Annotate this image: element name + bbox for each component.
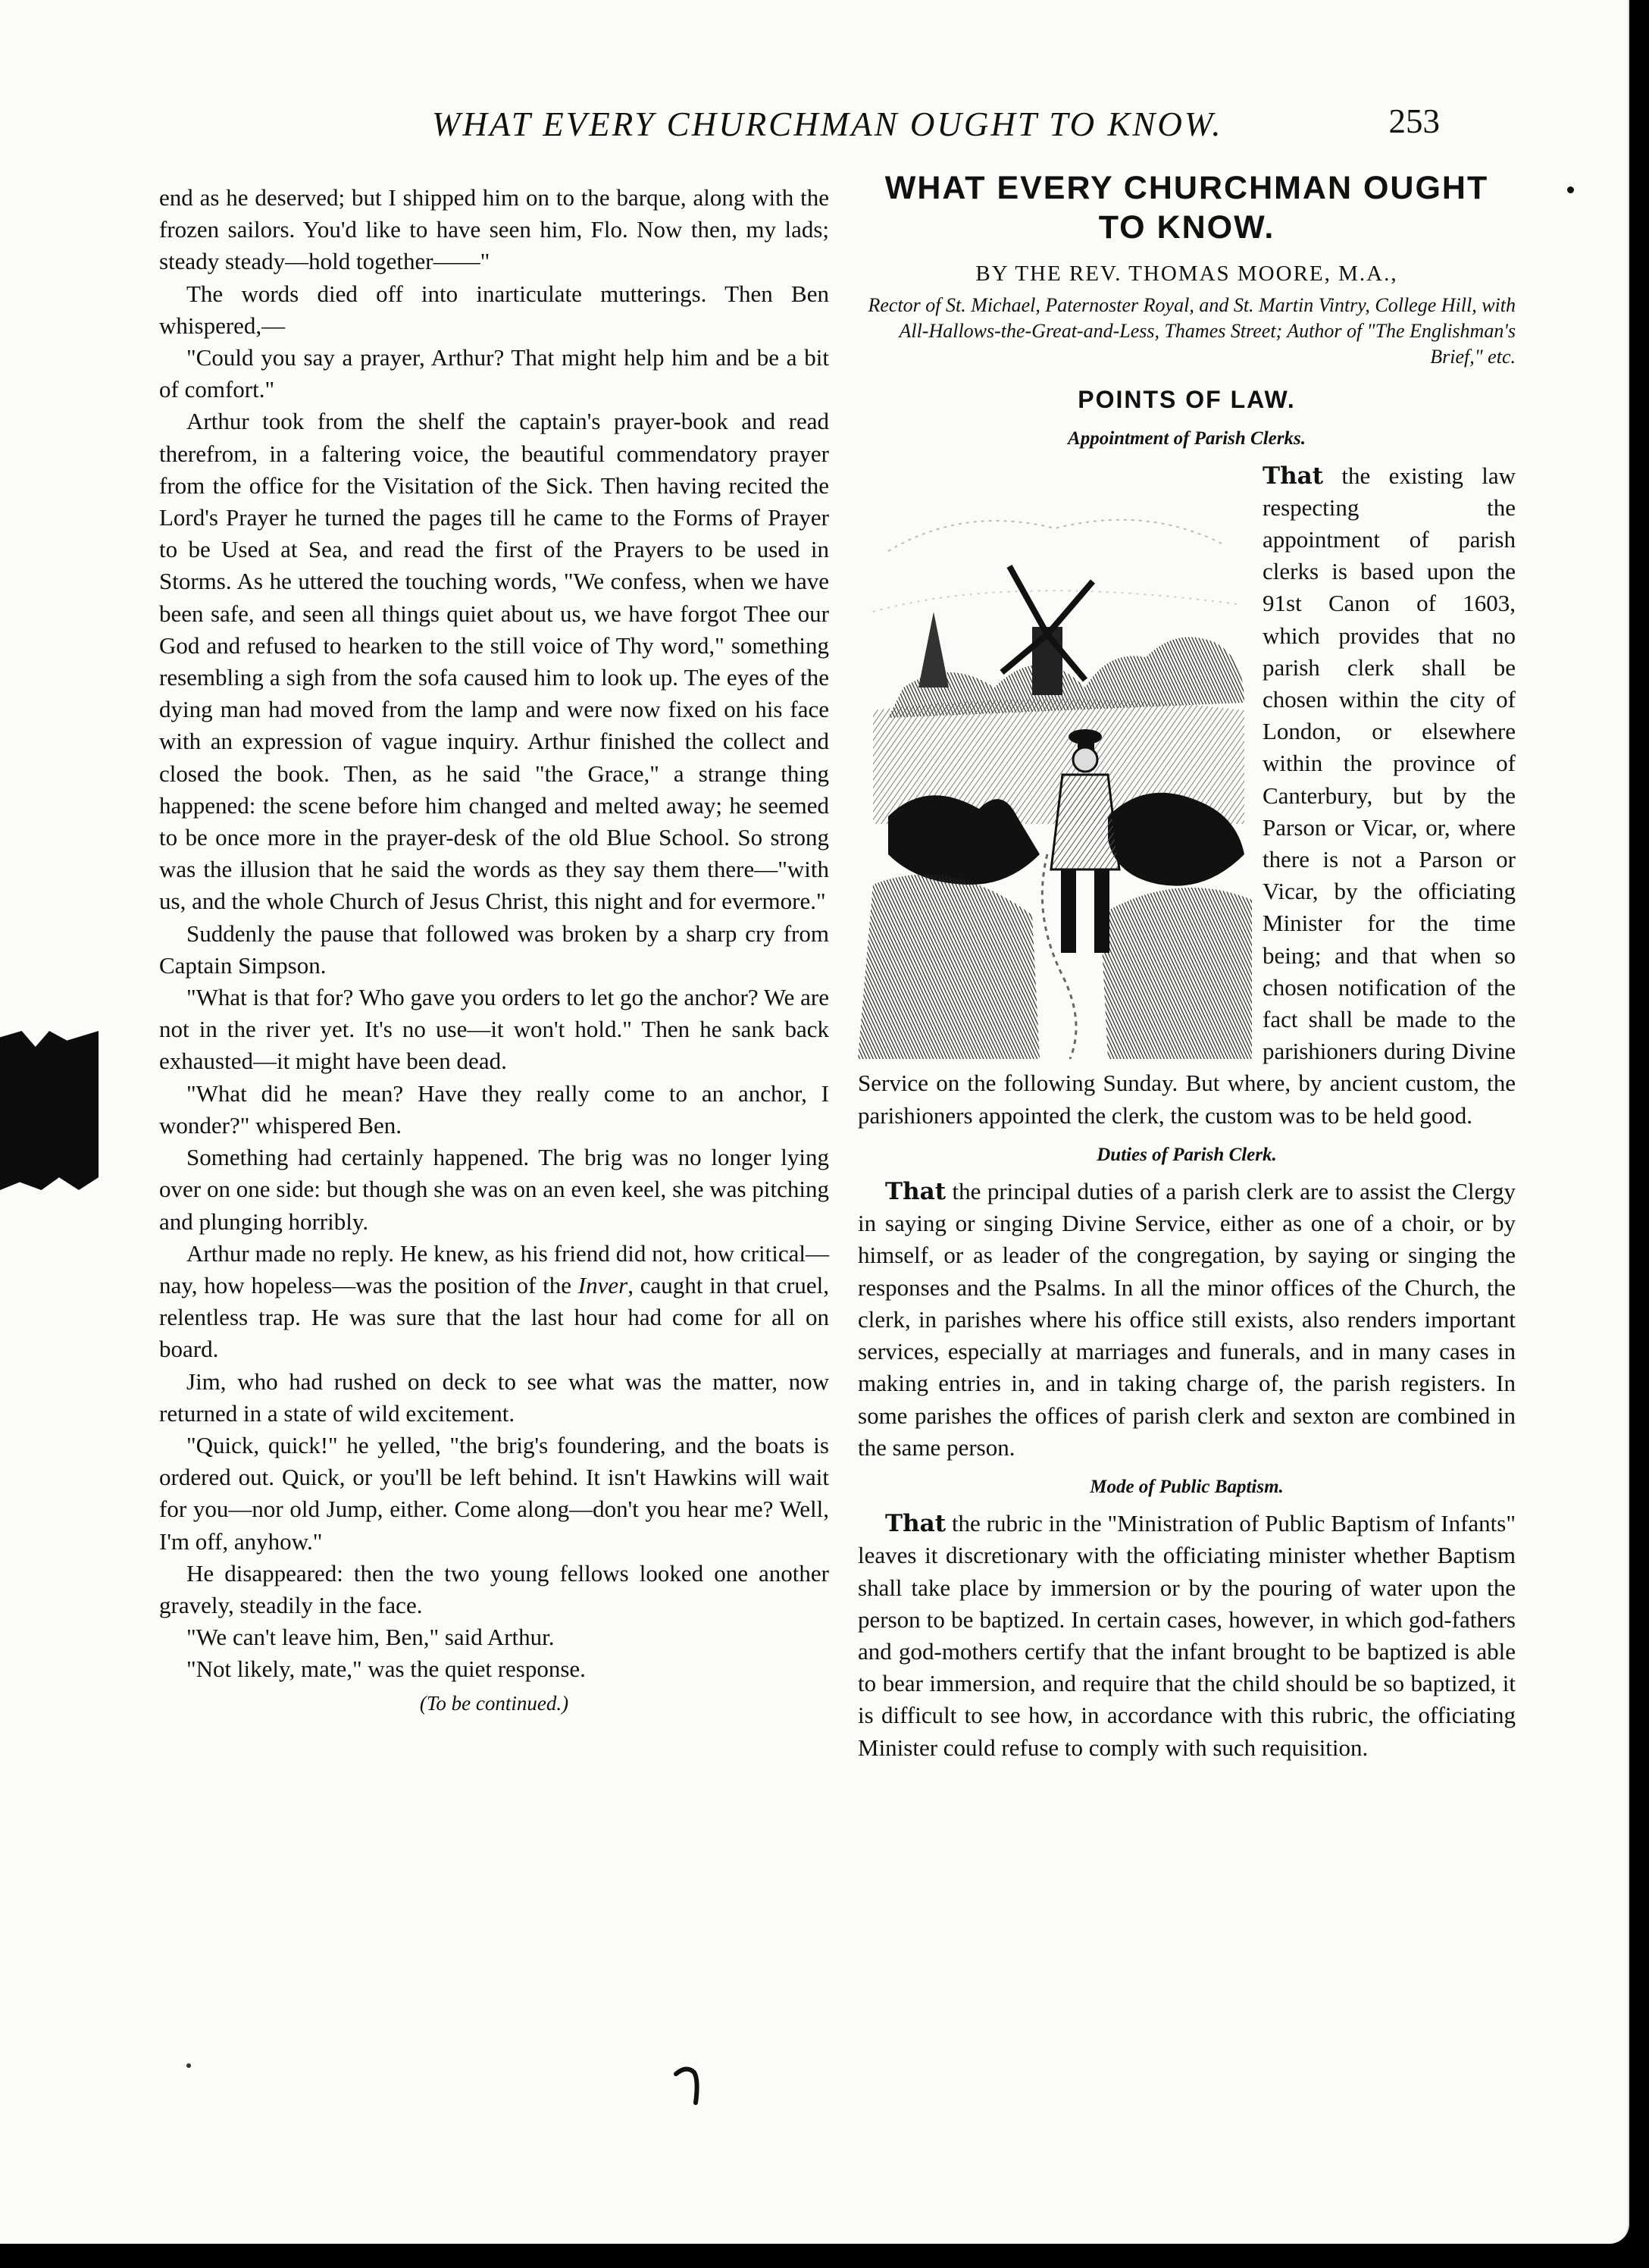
to-be-continued: (To be continued.) <box>419 1691 569 1715</box>
page-header <box>432 102 1447 158</box>
subheading: Duties of Parish Clerk. <box>1097 1144 1277 1165</box>
paragraph: He disappeared: then the two young fellows looked one another gravely, steadily in the face. <box>159 1559 829 1618</box>
paragraph: Suddenly the pause that followed was broken by a sharp cry from Captain Simpson. <box>159 919 829 979</box>
paragraph: Jim, who had rushed on deck to see what was the matter, now returned in a state of wild excitement. <box>159 1367 829 1427</box>
print-speck <box>186 2063 191 2068</box>
paragraph: Something had certainly happened. The brig was no longer lying over on one side: but though she was on an even keel, she was pitching and plunging horribly. <box>159 1144 829 1235</box>
paragraph-text: , caught in that cruel, relentless trap. He was sure that the last hour had come for all on board. <box>159 1271 830 1363</box>
paragraph: "Quick, quick!" he yelled, "the brig's foundering, and the boats is ordered out. Quick, or you'll be left behind. It isn't Hawkins will wait for you—nor old Jump, either. Come along—don't you hear me? Well, I'm off, anyhow." <box>159 1431 829 1555</box>
page-number: 253 <box>1388 102 1440 140</box>
section-body <box>858 1508 1516 1764</box>
section-lead-word: That <box>1263 462 1324 490</box>
section-body <box>858 460 1516 1132</box>
paragraph <box>159 1238 829 1366</box>
paragraph: Arthur took from the shelf the captain's prayer-book and read therefrom, in a faltering voice, the beautiful commendatory prayer from the office for the Visitation of the Sick. Then having recited the Lord's Prayer he turned the pages till he came to the Forms of Prayer to be Used at Sea, and read the first of the Prayers to be used in Storms. As he uttered the touching words, "We confess, when we have been safe, and seen all things quiet about us, we have forgot Thee our God and refused to hearken to the still voice of Thy word," something resembling a sigh from the sofa caused him to look up. The eyes of the dying man had moved from the lamp and were now fixed on his face with an expression of vague inquiry. Arthur finished the collect and closed the book. Then, as he said "the Grace," a strange thing happened: the scene before him changed and melted away; he seemed to be once more in the prayer-desk of the old Blue School. So strong was the illusion that he said the words as they say them there—"with us, and the whole Church of Jesus Christ, this night and for evermore." <box>159 408 829 915</box>
author-affiliation: Rector of St. Michael, Paternoster Royal, and St. Martin Vintry, College Hill, with All-Hallows-the-Great-and-Less, Thames Street; Author of "The Englishman's Brief," etc. <box>868 294 1516 368</box>
section-text: the rubric in the "Ministration of Public Baptism of Infants" leaves it discretionary with the officiating minister whether Baptism shall take place by immersion or by the pouring of water upon the person to be baptized. In certain cases, however, in which god-fathers and god-mothers certify that the infant brought to be baptized is able to bear immersion, and require that the child should be so baptized, it is difficult to see how, in accordance with this rubric, the officiating Minister could refuse to comply with such requisition. <box>858 1510 1516 1761</box>
paragraph: "Not likely, mate," was the quiet response. <box>186 1656 586 1683</box>
section-title: POINTS OF LAW. <box>1078 386 1296 414</box>
paragraph: "What is that for? Who gave you orders to let go the anchor? We are not in the river yet. It's no use—it won't hold." Then he sank back exhausted—it might have been dead. <box>159 984 829 1075</box>
subheading: Mode of Public Baptism. <box>1090 1476 1284 1497</box>
print-speck <box>1567 186 1574 193</box>
windmill-landscape-illustration <box>858 460 1252 1059</box>
ship-name: Inver <box>577 1271 628 1298</box>
article-title: WHAT EVERY CHURCHMAN OUGHT TO KNOW. <box>884 170 1489 246</box>
paragraph-text: Arthur made no reply. He knew, as his friend did not, how critical—nay, how hopeless—was the position of the <box>159 1239 829 1298</box>
paragraph: "What did he mean? Have they really come to an anchor, I wonder?" whispered Ben. <box>159 1079 829 1139</box>
scan-edge-mark <box>0 1031 99 1190</box>
left-column <box>159 182 829 1719</box>
subheading: Appointment of Parish Clerks. <box>1068 428 1306 450</box>
section-lead-word: That <box>885 1510 947 1538</box>
pencil-mark <box>673 2063 703 2106</box>
paragraph: "We can't leave him, Ben," said Arthur. <box>186 1624 555 1651</box>
paragraph: The words died off into inarticulate mutterings. Then Ben whispered,— <box>159 280 829 339</box>
section-body <box>858 1176 1516 1464</box>
section-text: the existing law respecting the appointment of parish clerks is based upon the 91st Canon of 1603, which provides that no parish clerk shall be chosen within the city of London, or elsewhere within the province of Canterbury, but by the Parson or Vicar, or, where there is not a Parson or Vicar, by the officiating Minister for the time being; and that when so chosen notification of the fact shall be made to the parishioners during Divine Service on the following Sunday. But where, by ancient custom, the parishioners appointed the clerk, the custom was to be held good. <box>858 462 1516 1129</box>
section-lead-word: That <box>885 1178 947 1206</box>
running-title: WHAT EVERY CHURCHMAN OUGHT TO KNOW. <box>432 105 1223 143</box>
section-text: the principal duties of a parish clerk are to assist the Clergy in saying or singing Divine Service, either as one of a choir, or by himself, or as leader of the congregation, by saying or singing the responses and the Psalms. In all the minor offices of the Church, the clerk, in parishes where his office still exists, also renders important services, especially at marriages and funerals, and in many cases in making entries in, and in taking charge of, the parish registers. In some parishes the offices of parish clerk and sexton are combined in the same person. <box>858 1178 1516 1461</box>
right-column <box>858 168 1516 1764</box>
paragraph: end as he deserved; but I shipped him on to the barque, along with the frozen sailors. You'd like to have seen him, Flo. Now then, my lads; steady steady—hold together——" <box>159 184 829 275</box>
byline: BY THE REV. THOMAS MOORE, M.A., <box>975 262 1398 286</box>
paragraph: "Could you say a prayer, Arthur? That might help him and be a bit of comfort." <box>159 344 829 403</box>
